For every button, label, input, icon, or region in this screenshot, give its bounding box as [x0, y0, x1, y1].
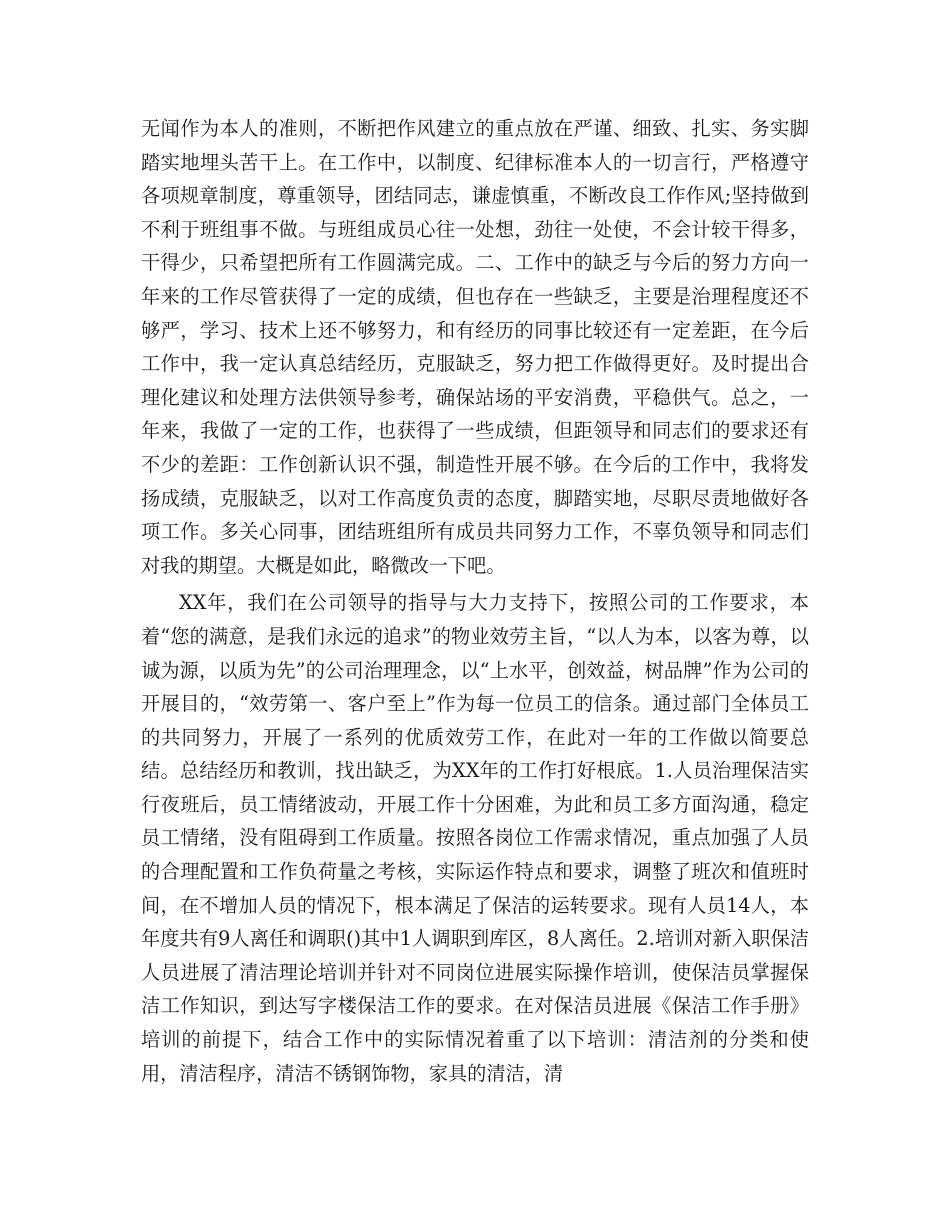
document-body	[141, 112, 809, 1090]
paragraph-cleaning-department-summary: XX年，我们在公司领导的指导与大力支持下，按照公司的工作要求，本着“您的满意，是我们永远的追求”的物业效劳主旨，“以人为本，以客为尊，以诚为源，以质为先”的公司治理理念，以“上水平，创效益，树品牌”作为公司的开展目的，“效劳第一、客户至上”作为每一位员工的信条。通过部门全体员工的共同努力，开展了一系列的优质效劳工作，在此对一年的工作做以简要总结。总结经历和教训，找出缺乏，为XX年的工作打好根底。1.人员治理保洁实行夜班后，员工情绪波动，开展工作十分困难，为此和员工多方面沟通，稳定员工情绪，没有阻碍到工作质量。按照各岗位工作需求情况，重点加强了人员的合理配置和工作负荷量之考核，实际运作特点和要求，调整了班次和值班时间，在不增加人员的情况下，根本满足了保洁的运转要求。现有人员14人，本年度共有9人离任和调职()其中1人调职到库区，8人离任。2.培训对新入职保洁人员进展了清洁理论培训并针对不同岗位进展实际操作培训，使保洁员掌握保洁工作知识，到达写字楼保洁工作的要求。在对保洁员进展《保洁工作手册》培训的前提下，结合工作中的实际情况着重了以下培训：清洁剂的分类和使用，清洁程序，清洁不锈钢饰物，家具的清洁，清	[141, 591, 809, 1085]
paragraph-work-summary-continuation: 无闻作为本人的准则，不断把作风建立的重点放在严谨、细致、扎实、务实脚踏实地埋头苦干上。在工作中，以制度、纪律标准本人的一切言行，严格遵守各项规章制度，尊重领导，团结同志，谦虚慎重，不断改良工作作风;坚持做到不利于班组事不做。与班组成员心往一处想，劲往一处使，不会计较干得多，干得少，只希望把所有工作圆满完成。二、工作中的缺乏与今后的努力方向一年来的工作尽管获得了一定的成绩，但也存在一些缺乏，主要是治理程度还不够严，学习、技术上还不够努力，和有经历的同事比较还有一定差距，在今后工作中，我一定认真总结经历，克服缺乏，努力把工作做得更好。及时提出合理化建议和处理方法供领导参考，确保站场的平安消费，平稳供气。总之，一年来，我做了一定的工作，也获得了一些成绩，但距领导和同志们的要求还有不少的差距：工作创新认识不强，制造性开展不够。在今后的工作中，我将发扬成绩，克服缺乏，以对工作高度负责的态度，脚踏实地，尽职尽责地做好各项工作。多关心同事，团结班组所有成员共同努力工作，不辜负领导和同志们对我的期望。大概是如此，略微改一下吧。	[141, 117, 809, 577]
